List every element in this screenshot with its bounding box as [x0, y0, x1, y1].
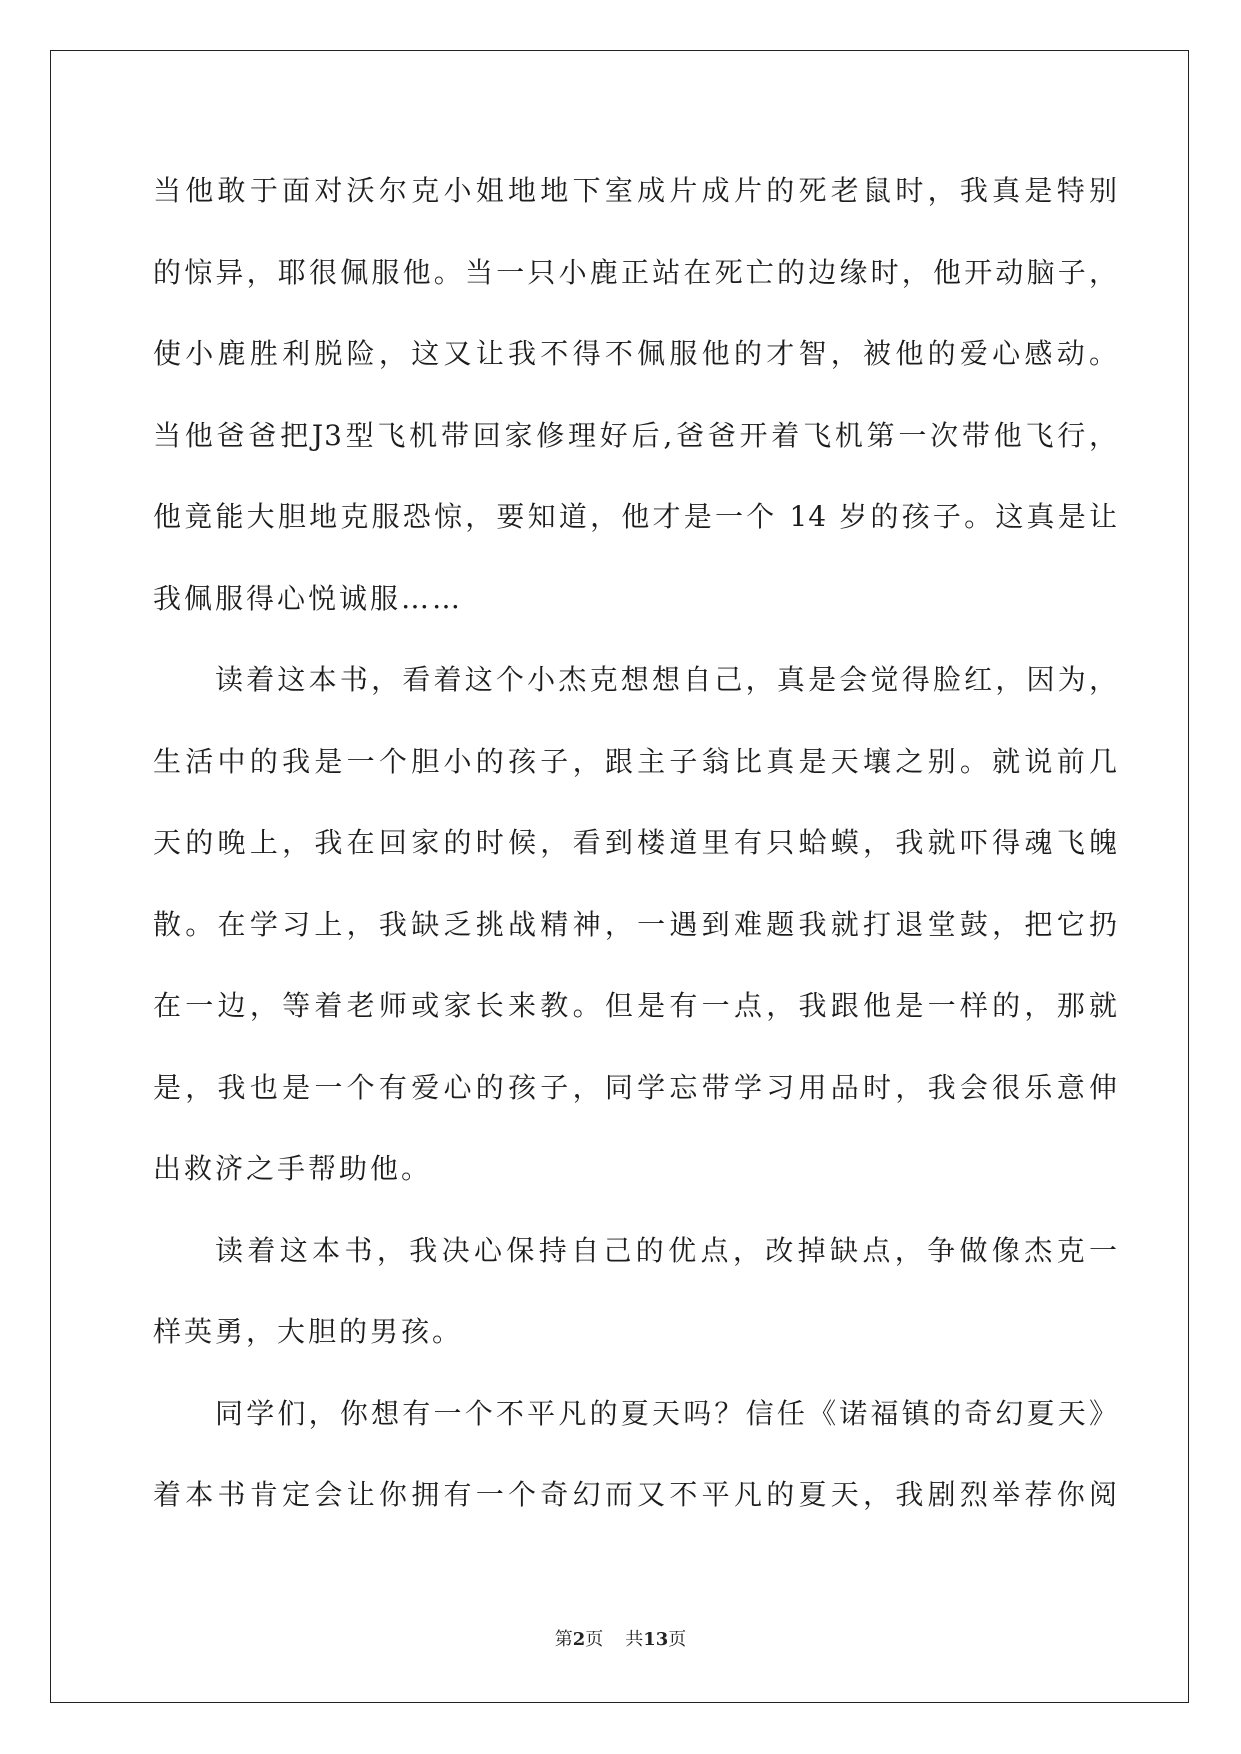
paragraph: [153, 1210, 1118, 1373]
text-line: 同学们，你想有一个不平凡的夏天吗？信任《诺福镇的奇幻夏天》: [215, 1396, 1118, 1430]
total-pages-label: [625, 1629, 686, 1650]
text-line: 出救济之手帮助他。: [153, 1152, 433, 1185]
total-suffix: 页: [668, 1629, 687, 1650]
paragraph-continued: [153, 150, 1118, 639]
text-line: 着本书肯定会让你拥有一个奇幻而又不平凡的夏天，我剧烈举荐你阅: [153, 1478, 1118, 1511]
text-line: 的惊异，耶很佩服他。当一只小鹿正站在死亡的边缘时，他开动脑子，: [153, 255, 1118, 289]
text-line: 我佩服得心悦诚服……: [153, 581, 464, 615]
text-line: 生活中的我是一个胆小的孩子，跟主子翁比真是天壤之别。就说前几: [153, 744, 1118, 778]
page-footer: [0, 1628, 1241, 1652]
page-prefix: 第: [554, 1629, 573, 1650]
text-line: 在一边，等着老师或家长来教。但是有一点，我跟他是一样的，那就: [153, 989, 1118, 1022]
page-number: 2: [572, 1629, 586, 1650]
paragraph: [153, 639, 1118, 1210]
text-line: 读着这本书，我决心保持自己的优点，改掉缺点，争做像杰克一: [215, 1233, 1118, 1267]
text-line: 使小鹿胜利脱险，这又让我不得不佩服他的才智，被他的爱心感动。: [153, 337, 1118, 370]
paragraph: [153, 1373, 1118, 1536]
text-line: 当他敢于面对沃尔克小姐地地下室成片成片的死老鼠时，我真是特别: [153, 174, 1118, 207]
text-line: 样英勇，大胆的男孩。: [153, 1315, 464, 1348]
text-line: 散。在学习上，我缺乏挑战精神，一遇到难题我就打退堂鼓，把它扔: [153, 907, 1118, 941]
text-line: 是，我也是一个有爱心的孩子，同学忘带学习用品时，我会很乐意伸: [153, 1070, 1118, 1104]
text-line: 天的晚上，我在回家的时候，看到楼道里有只蛤蟆，我就吓得魂飞魄: [153, 826, 1118, 859]
page-number-label: [555, 1629, 604, 1650]
page-suffix: 页: [585, 1629, 604, 1650]
text-line: 读着这本书，看着这个小杰克想想自己，真是会觉得脸红，因为，: [215, 663, 1118, 696]
document-body: [153, 150, 1118, 1536]
total-prefix: 共: [625, 1629, 644, 1650]
text-line: 他竟能大胆地克服恐惊，要知道，他才是一个 14 岁的孩子。这真是让: [153, 500, 1118, 533]
text-line: 当他爸爸把J3型飞机带回家修理好后,爸爸开着飞机第一次带他飞行，: [153, 418, 1118, 452]
total-pages: 13: [643, 1629, 669, 1650]
